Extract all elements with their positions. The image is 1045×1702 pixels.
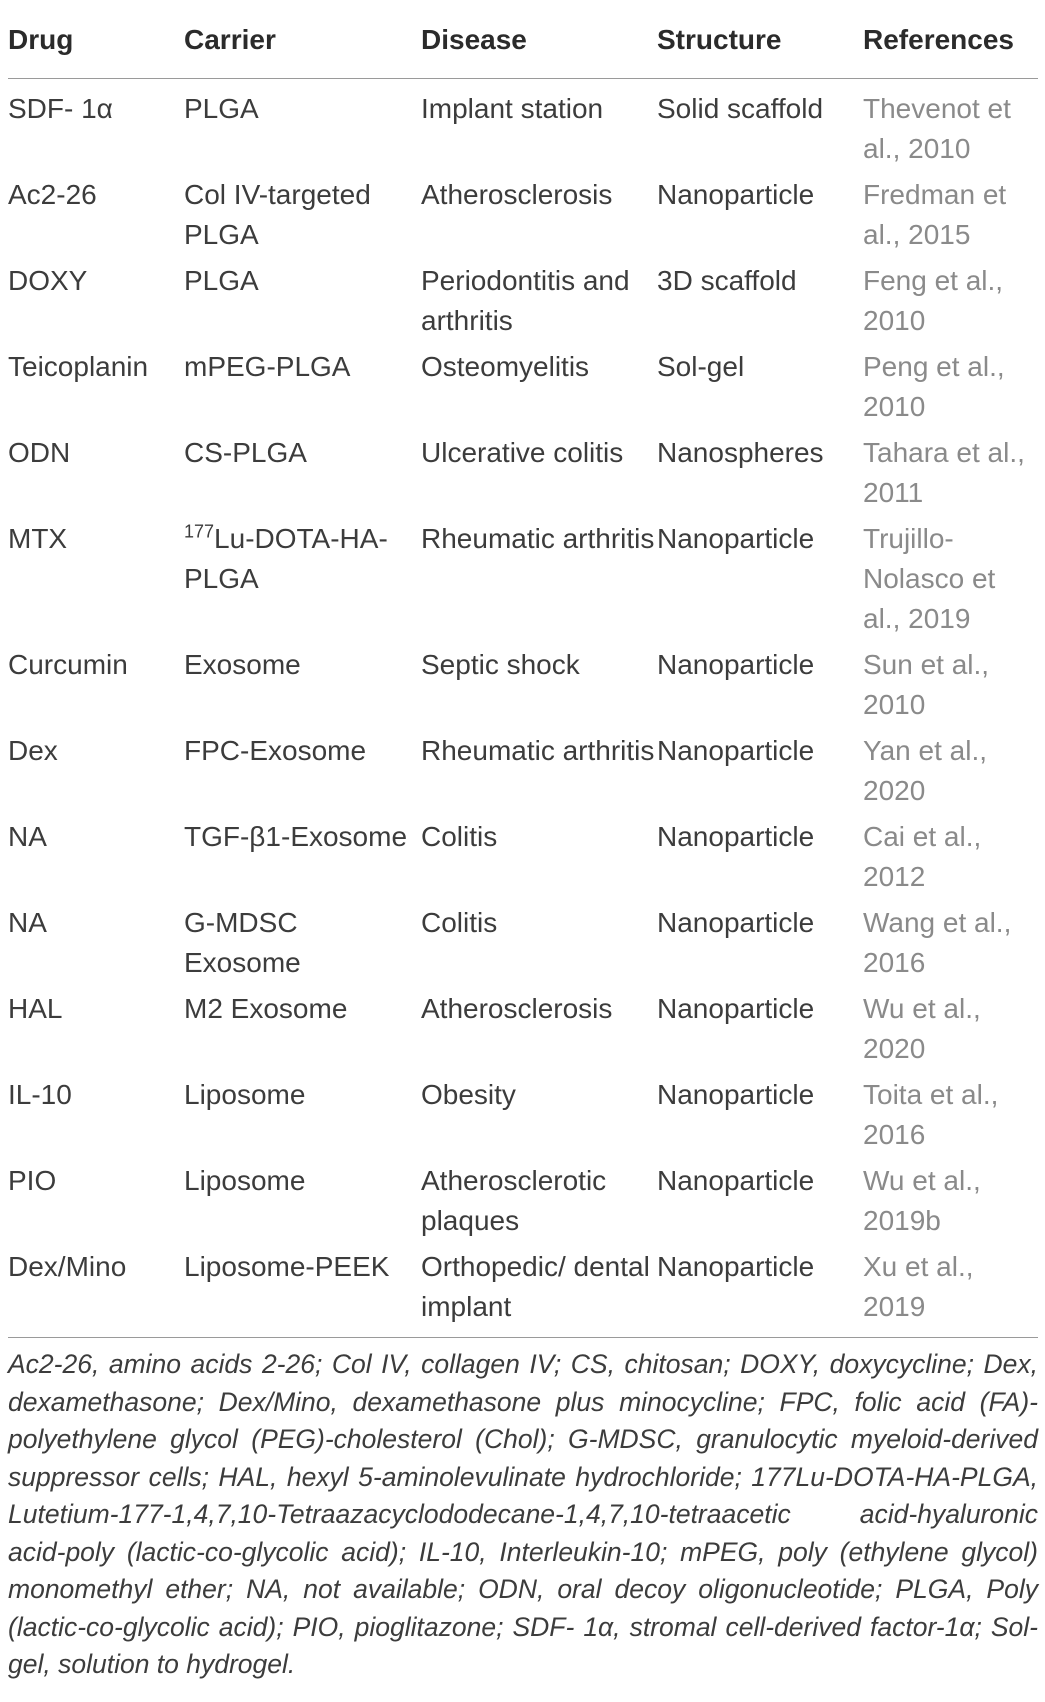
cell-drug: HAL bbox=[8, 993, 63, 1024]
cell-disease: Periodontitis and arthritis bbox=[421, 265, 630, 336]
table-row bbox=[8, 519, 1038, 645]
cell-carrier: Liposome bbox=[184, 1079, 306, 1110]
cell-carrier: PLGA bbox=[184, 265, 259, 296]
cell-drug: DOXY bbox=[8, 265, 88, 296]
cell-reference-link[interactable]: Feng et al., 2010 bbox=[863, 265, 1004, 336]
cell-structure: Nanoparticle bbox=[657, 1247, 863, 1338]
cell-drug: Teicoplanin bbox=[8, 351, 149, 382]
cell-disease: Ulcerative colitis bbox=[421, 437, 624, 468]
cell-structure: Nanoparticle bbox=[657, 1165, 815, 1196]
cell-reference-link[interactable]: Wang et al., 2016 bbox=[863, 907, 1012, 978]
cell-drug: PIO bbox=[8, 1165, 57, 1196]
cell-structure: Nanoparticle bbox=[657, 649, 815, 680]
cell-carrier: PLGA bbox=[184, 93, 259, 124]
cell-carrier-text: Lu-DOTA-HA-PLGA bbox=[184, 523, 388, 594]
header-disease: Disease bbox=[421, 0, 657, 79]
cell-disease: Rheumatic arthritis bbox=[421, 523, 655, 554]
cell-carrier: FPC-Exosome bbox=[184, 735, 367, 766]
table-row bbox=[8, 79, 1038, 176]
cell-drug: Dex/Mino bbox=[8, 1247, 184, 1338]
cell-structure: 3D scaffold bbox=[657, 265, 797, 296]
cell-structure: Nanoparticle bbox=[657, 1079, 815, 1110]
cell-carrier: G-MDSC Exosome bbox=[184, 907, 301, 978]
header-drug: Drug bbox=[8, 0, 184, 79]
cell-drug: MTX bbox=[8, 523, 68, 554]
cell-drug: IL-10 bbox=[8, 1079, 72, 1110]
table-row bbox=[8, 1161, 1038, 1247]
cell-disease: Colitis bbox=[421, 907, 498, 938]
table-row bbox=[8, 731, 1038, 817]
drug-carrier-table bbox=[8, 0, 1038, 1338]
cell-disease: Atherosclerotic plaques bbox=[421, 1165, 607, 1236]
cell-structure: Nanoparticle bbox=[657, 735, 815, 766]
cell-structure: Nanoparticle bbox=[657, 179, 815, 210]
table-row bbox=[8, 645, 1038, 731]
cell-reference-link[interactable]: Fredman et al., 2015 bbox=[863, 179, 1007, 250]
header-carrier: Carrier bbox=[184, 0, 421, 79]
cell-carrier: mPEG-PLGA bbox=[184, 351, 351, 382]
cell-disease: Atherosclerosis bbox=[421, 993, 613, 1024]
table-header-row bbox=[8, 0, 1038, 79]
cell-reference-link[interactable]: Trujillo-Nolasco et al., 2019 bbox=[863, 523, 996, 634]
cell-carrier: M2 Exosome bbox=[184, 993, 348, 1024]
cell-disease: Orthopedic/ dental implant bbox=[421, 1247, 657, 1338]
cell-reference-link[interactable]: Cai et al., 2012 bbox=[863, 821, 982, 892]
header-references: References bbox=[863, 0, 1038, 79]
table-row bbox=[8, 1075, 1038, 1161]
cell-disease: Osteomyelitis bbox=[421, 351, 590, 382]
cell-reference-link[interactable]: Tahara et al., 2011 bbox=[863, 437, 1025, 508]
isotope-superscript: 177 bbox=[184, 521, 215, 542]
cell-structure: Solid scaffold bbox=[657, 93, 824, 124]
cell-reference-link[interactable]: Wu et al., 2020 bbox=[863, 993, 981, 1064]
cell-structure: Nanoparticle bbox=[657, 993, 815, 1024]
header-structure: Structure bbox=[657, 0, 863, 79]
cell-drug: Ac2-26 bbox=[8, 179, 97, 210]
cell-structure: Nanospheres bbox=[657, 437, 824, 468]
table-footnote: Ac2-26, amino acids 2-26; Col IV, collagen IV; CS, chitosan; DOXY, doxycycline; Dex, dexamethasone; Dex/Mino, dexamethasone plus minocycline; FPC, folic acid (FA)-polyethylene glycol (PEG)-cholesterol (Chol); G-MDSC, granulocytic myeloid-derived suppressor cells; HAL, hexyl 5-aminolevulinate hydrochloride; 177Lu-DOTA-HA-PLGA, Lutetium-177-1,4,7,10-Tetraazacyclododecane-1,4,7,10-tetraacetic acid-hyaluronic acid-poly (lactic-co-glycolic acid); IL-10, Interleukin-10; mPEG, poly (ethylene glycol) monomethyl ether; NA, not available; ODN, oral decoy oligonucleotide; PLGA, Poly (lactic-co-glycolic acid); PIO, pioglitazone; SDF- 1α, stromal cell-derived factor-1α; Sol-gel, solution to hydrogel. bbox=[8, 1349, 1038, 1679]
cell-drug: NA bbox=[8, 821, 47, 852]
cell-carrier: Exosome bbox=[184, 649, 301, 680]
cell-reference-link[interactable]: Sun et al., 2010 bbox=[863, 649, 990, 720]
cell-reference-link[interactable]: Toita et al., 2016 bbox=[863, 1079, 999, 1150]
table-row bbox=[8, 347, 1038, 433]
table-row bbox=[8, 989, 1038, 1075]
table-row bbox=[8, 175, 1038, 261]
table-container bbox=[8, 0, 1038, 1684]
cell-carrier: TGF-β1-Exosome bbox=[184, 821, 408, 852]
cell-carrier: CS-PLGA bbox=[184, 437, 307, 468]
cell-drug: NA bbox=[8, 907, 47, 938]
table-row bbox=[8, 261, 1038, 347]
cell-carrier: Col IV-targeted PLGA bbox=[184, 179, 371, 250]
cell-reference-link[interactable]: Thevenot et al., 2010 bbox=[863, 93, 1011, 164]
cell-carrier: Liposome bbox=[184, 1165, 306, 1196]
cell-carrier bbox=[184, 519, 421, 645]
cell-disease: Implant station bbox=[421, 93, 604, 124]
cell-reference-link[interactable]: Peng et al., 2010 bbox=[863, 351, 1005, 422]
cell-structure: Nanoparticle bbox=[657, 907, 815, 938]
cell-disease: Septic shock bbox=[421, 649, 580, 680]
cell-carrier: Liposome-PEEK bbox=[184, 1247, 421, 1338]
cell-reference-link[interactable]: Yan et al., 2020 bbox=[863, 735, 988, 806]
cell-structure: Nanoparticle bbox=[657, 523, 815, 554]
table-body bbox=[8, 79, 1038, 1338]
cell-drug: Curcumin bbox=[8, 649, 128, 680]
cell-drug: ODN bbox=[8, 437, 71, 468]
cell-disease: Colitis bbox=[421, 821, 498, 852]
cell-drug: SDF- 1α bbox=[8, 93, 113, 124]
cell-disease: Obesity bbox=[421, 1079, 516, 1110]
table-row bbox=[8, 817, 1038, 903]
cell-disease: Atherosclerosis bbox=[421, 179, 613, 210]
cell-drug: Dex bbox=[8, 735, 58, 766]
cell-reference-link[interactable]: Wu et al., 2019b bbox=[863, 1165, 981, 1236]
cell-structure: Sol-gel bbox=[657, 351, 745, 382]
table-row bbox=[8, 433, 1038, 519]
cell-reference-link[interactable]: Xu et al., 2019 bbox=[863, 1247, 1038, 1338]
cell-structure: Nanoparticle bbox=[657, 821, 815, 852]
cell-disease: Rheumatic arthritis bbox=[421, 735, 655, 766]
table-row bbox=[8, 1247, 1038, 1338]
table-row bbox=[8, 903, 1038, 989]
